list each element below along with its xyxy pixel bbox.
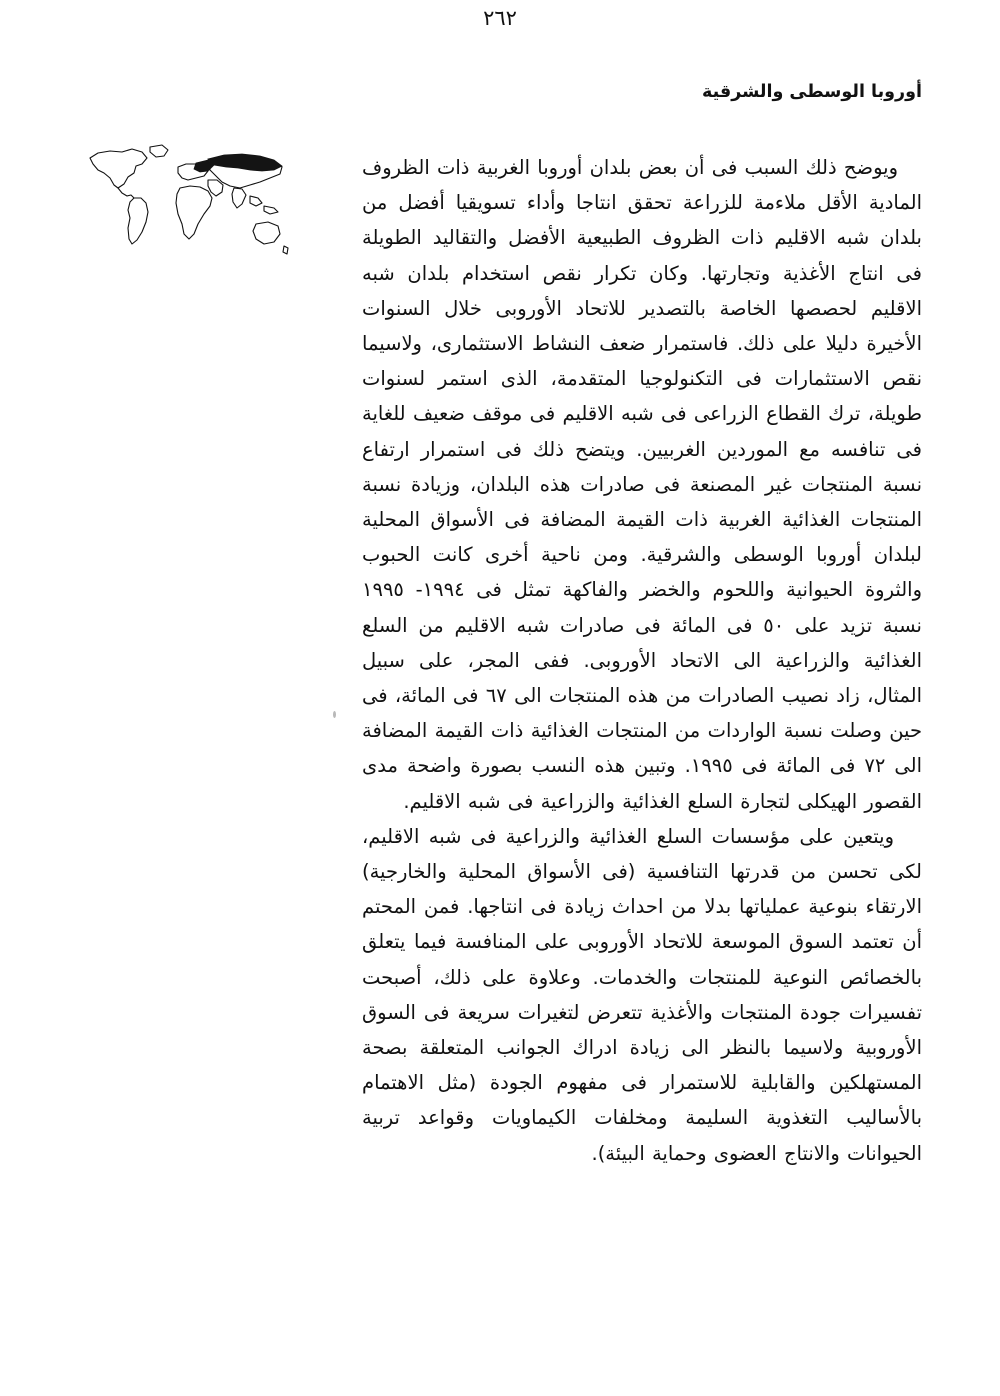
scan-speck <box>333 711 336 718</box>
paragraph: ويتعين على مؤسسات السلع الغذائية والزراعية فى شبه الاقليم، لكى تحسن من قدرتها التنافسية (فى الأسواق المحلية والخارجية) الارتقاء بنوعية عملياتها بدلا من احداث زيادة فى انتاجها. فمن المحتم أن تعتمد السوق الموسعة للاتحاد الأوروبى على المنافسة فيما يتعلق بالخصائص النوعية للمنتجات والخدمات. وعلاوة على ذلك، أصبحت تفسيرات جودة المنتجات والأغذية تتعرض لتغيرات سريعة فى السوق الأوروبية ولاسيما بالنظر الى زيادة ادراك الجوانب المتعلقة بصحة المستهلكين والقابلية للاستمرار فى مفهوم الجودة (مثل الاهتمام بالأساليب التغذوية السليمة ومخلفات الكيماويات وقواعد تربية الحيوانات والانتاج العضوى وحماية البيئة). <box>362 824 922 1165</box>
body-text-column <box>362 150 922 1171</box>
world-map-icon <box>84 140 292 270</box>
running-head: أوروبا الوسطى والشرقية <box>701 82 922 102</box>
page-number: ٢٦٢ <box>483 6 517 30</box>
paragraph: ويوضح ذلك السبب فى أن بعض بلدان أوروبا الغربية ذات الظروف المادية الأقل ملاءمة للزراعة تحقق انتاجا وأداء تسويقيا أفضل من بلدان شبه الاقليم ذات الظروف الطبيعية الأفضل والتقاليد الطويلة فى انتاج الأغذية وتجارتها. وكان تكرار نقص استخدام بلدان شبه الاقليم لحصصها الخاصة بالتصدير للاتحاد الأوروبى خلال السنوات الأخيرة دليلا على ذلك. فاستمرار ضعف النشاط الاستثمارى، ولاسيما نقص الاستثمارات فى التكنولوجيا المتقدمة، الذى استمر لسنوات طويلة، ترك القطاع الزراعى فى شبه الاقليم فى موقف ضعيف للغاية فى تنافسه مع الموردين الغربيين. ويتضح ذلك فى استمرار ارتفاع نسبة المنتجات غير المصنعة فى صادرات هذه البلدان، وزيادة نسبة المنتجات الغذائية الغربية ذات القيمة المضافة فى الأسواق المحلية لبلدان أوروبا الوسطى والشرقية. ومن ناحية أخرى كانت الحبوب والثروة الحيوانية واللحوم والخضر والفاكهة تمثل فى ١٩٩٤- ١٩٩٥ نسبة تزيد على ٥٠ فى المائة فى صادرات شبه الاقليم من السلع الغذائية والزراعية الى الاتحاد الأوروبى. ففى المجر، على سبيل المثال، زاد نصيب الصادرات من هذه المنتجات الى ٦٧ فى المائة، فى حين وصلت نسبة الواردات من المنتجات الغذائية ذات القيمة المضافة الى ٧٢ فى المائة فى ١٩٩٥. وتبين هذه النسب بصورة واضحة مدى القصور الهيكلى لتجارة السلع الغذائية والزراعية فى شبه الاقليم. <box>362 156 923 813</box>
world-map-figure <box>84 140 292 270</box>
